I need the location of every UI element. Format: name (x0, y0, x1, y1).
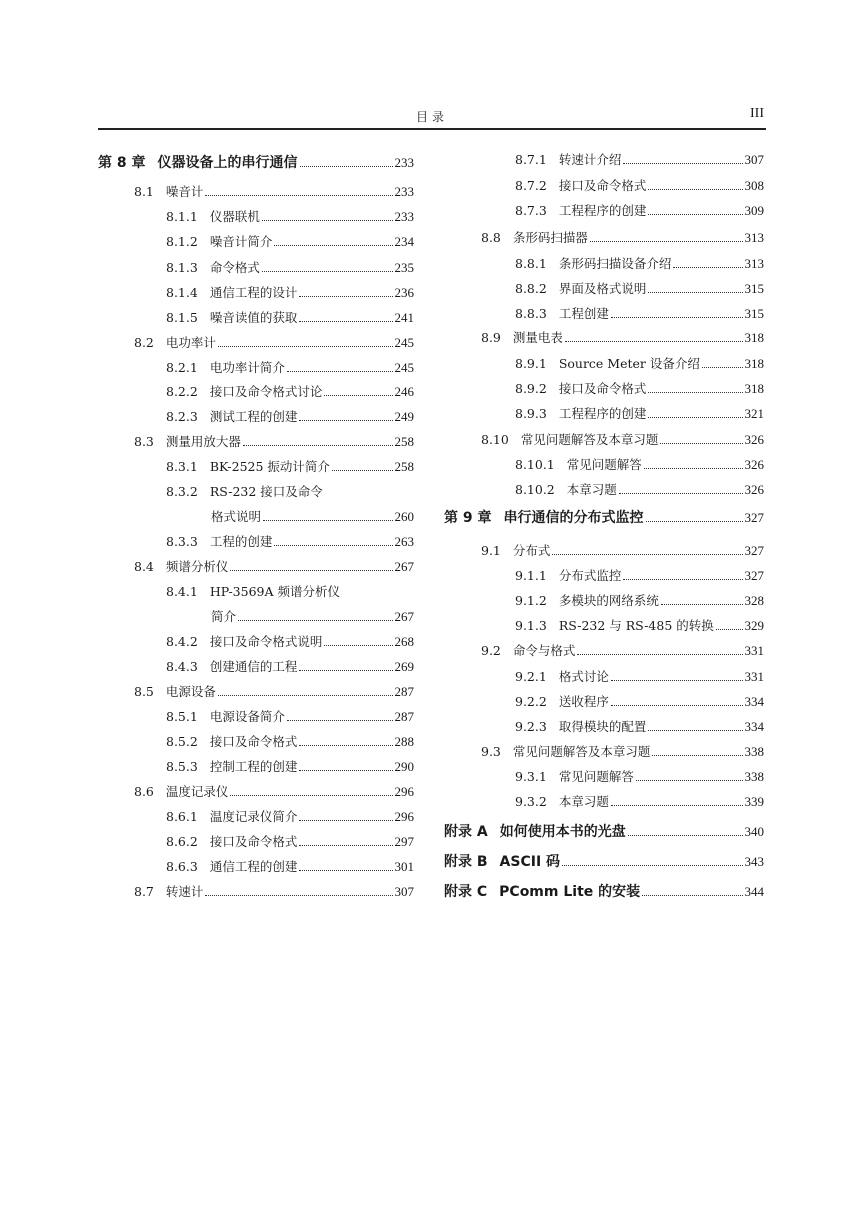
toc-entry-number: 8.9 (481, 330, 501, 345)
toc-entry (515, 457, 764, 475)
toc-entry (166, 459, 414, 477)
toc-entry-page: 287 (394, 709, 414, 724)
toc-leader-dots (590, 230, 743, 242)
toc-leader-dots (619, 482, 743, 494)
toc-entry-page: 315 (744, 281, 764, 296)
toc-entry (515, 769, 764, 787)
toc-entry (211, 609, 414, 627)
toc-leader-dots (205, 884, 392, 896)
toc-leader-dots (646, 510, 743, 522)
toc-entry-page: 296 (394, 809, 414, 824)
toc-entry-number: 8.8 (481, 230, 501, 245)
toc-entry (166, 360, 414, 378)
toc-leader-dots (562, 854, 742, 866)
toc-entry (515, 356, 764, 374)
toc-leader-dots (611, 306, 743, 318)
toc-entry-page: 313 (744, 256, 764, 271)
toc-entry-number: 第 8 章 (98, 155, 146, 171)
toc-entry-number: 8.6.2 (166, 834, 198, 849)
toc-entry (481, 432, 764, 450)
toc-leader-dots (648, 178, 742, 190)
toc-entry (515, 794, 764, 812)
toc-entry (481, 230, 764, 248)
toc-entry (515, 719, 764, 737)
toc-entry-title: 工程程序的创建 (558, 203, 647, 218)
toc-leader-dots (287, 709, 393, 721)
toc-leader-dots (238, 609, 392, 621)
toc-entry-page: 236 (394, 285, 414, 300)
toc-leader-dots (702, 356, 743, 368)
toc-entry-page: 301 (394, 859, 414, 874)
toc-entry-number: 8.1.3 (166, 260, 198, 275)
toc-entry-number: 8.3.2 (166, 484, 198, 499)
toc-entry (134, 884, 414, 902)
toc-entry-number: 8.1.5 (166, 310, 198, 325)
toc-leader-dots (648, 719, 742, 731)
toc-entry (166, 310, 414, 328)
toc-entry-page: 267 (394, 559, 414, 574)
toc-entry-page: 245 (394, 360, 414, 375)
toc-entry-title: 工程的创建 (209, 534, 273, 549)
toc-leader-dots (300, 155, 393, 167)
toc-entry-title: 转速计介绍 (558, 152, 622, 167)
toc-entry-title: 噪音计 (165, 184, 204, 199)
toc-entry-title: 电源设备简介 (209, 709, 285, 724)
toc-entry (166, 260, 414, 278)
toc-entry-title: 送收程序 (558, 694, 609, 709)
toc-entry-title: 创建通信的工程 (209, 659, 298, 674)
toc-entry-number: 8.3 (134, 434, 154, 449)
toc-entry-number: 8.10 (481, 432, 509, 447)
toc-entry-number: 8.3.1 (166, 459, 198, 474)
toc-entry-title: 界面及格式说明 (558, 281, 647, 296)
toc-entry (166, 709, 414, 727)
toc-entry-title: RS-232 与 RS-485 的转换 (558, 618, 714, 633)
toc-entry-title: 命令与格式 (512, 643, 576, 658)
toc-entry-page: 326 (744, 482, 764, 497)
toc-entry-number: 8.7.3 (515, 203, 547, 218)
toc-entry-number: 8.8.3 (515, 306, 547, 321)
toc-entry-title: 温度记录仪 (165, 784, 229, 799)
toc-leader-dots (577, 643, 742, 655)
toc-entry-title: Source Meter 设备介绍 (558, 356, 700, 371)
toc-entry-page: 245 (394, 335, 414, 350)
toc-entry-number: 8.7.1 (515, 152, 547, 167)
toc-entry-page: 296 (394, 784, 414, 799)
toc-entry-number: 8.2 (134, 335, 154, 350)
toc-entry-title: 格式讨论 (558, 669, 609, 684)
toc-leader-dots (230, 559, 392, 571)
toc-entry-page: 307 (394, 884, 414, 899)
toc-entry (515, 178, 764, 196)
toc-entry-title: 格式说明 (211, 509, 262, 524)
toc-entry-title: 本章习题 (566, 482, 617, 497)
toc-entry (444, 510, 764, 528)
toc-leader-dots (648, 406, 742, 418)
toc-entry-number: 8.6 (134, 784, 154, 799)
toc-entry-page: 313 (744, 230, 764, 245)
toc-entry-page: 344 (744, 884, 764, 899)
toc-leader-dots (299, 734, 392, 746)
toc-entry-number: 9.1.3 (515, 618, 547, 633)
toc-entry-title: 分布式监控 (558, 568, 622, 583)
toc-entry-title: RS-232 接口及命令 (209, 484, 323, 499)
toc-entry-title: 如何使用本书的光盘 (499, 824, 626, 840)
toc-entry-number: 8.5.1 (166, 709, 198, 724)
toc-entry-number: 附录 A (444, 824, 488, 840)
toc-entry-page: 318 (744, 330, 764, 345)
toc-entry (134, 784, 414, 802)
toc-entry-title: 电功率计 (165, 335, 216, 350)
toc-entry-page: 249 (394, 409, 414, 424)
toc-entry (515, 256, 764, 274)
toc-entry-page: 234 (394, 234, 414, 249)
toc-entry-title: 测量用放大器 (165, 434, 241, 449)
toc-entry-title: 常见问题解答及本章习题 (520, 432, 659, 447)
toc-entry-number: 8.8.1 (515, 256, 547, 271)
toc-entry-title: 测试工程的创建 (209, 409, 298, 424)
toc-entry-number: 9.3 (481, 744, 501, 759)
toc-entry-number: 8.1.1 (166, 209, 198, 224)
toc-entry (515, 694, 764, 712)
toc-entry-number: 8.7.2 (515, 178, 547, 193)
toc-entry (211, 509, 414, 527)
toc-entry (481, 543, 764, 561)
header-rule (98, 128, 766, 130)
toc-entry-page: 233 (394, 155, 414, 170)
toc-entry-title: 温度记录仪简介 (209, 809, 298, 824)
toc-entry-number: 8.2.1 (166, 360, 198, 375)
toc-entry-page: 334 (744, 719, 764, 734)
toc-entry (515, 203, 764, 221)
toc-leader-dots (205, 184, 392, 196)
toc-entry-page: 233 (394, 184, 414, 199)
toc-entry-number: 9.1.2 (515, 593, 547, 608)
toc-entry-number: 9.1 (481, 543, 501, 558)
toc-leader-dots (661, 593, 743, 605)
toc-entry-page: 258 (394, 434, 414, 449)
toc-entry (166, 859, 414, 877)
toc-entry-number: 8.1.2 (166, 234, 198, 249)
toc-entry-number: 8.10.2 (515, 482, 555, 497)
toc-entry (134, 184, 414, 202)
running-head-page-number: III (750, 106, 764, 121)
toc-entry (134, 335, 414, 353)
toc-entry (166, 759, 414, 777)
toc-entry-title: 仪器设备上的串行通信 (157, 155, 298, 171)
toc-entry (444, 854, 764, 872)
toc-entry (166, 409, 414, 427)
toc-entry-number: 8.5 (134, 684, 154, 699)
toc-leader-dots (648, 381, 742, 393)
toc-entry-number: 8.9.2 (515, 381, 547, 396)
toc-entry-page: 327 (744, 510, 764, 525)
toc-entry-number: 8.6.1 (166, 809, 198, 824)
toc-entry-title: 常见问题解答及本章习题 (512, 744, 651, 759)
toc-entry-number: 9.2 (481, 643, 501, 658)
toc-leader-dots (648, 203, 742, 215)
toc-entry-title: 通信工程的设计 (209, 285, 298, 300)
toc-entry-page: 334 (744, 694, 764, 709)
toc-entry (515, 406, 764, 424)
toc-entry-number: 9.2.3 (515, 719, 547, 734)
toc-leader-dots (299, 409, 392, 421)
toc-entry (166, 534, 414, 552)
toc-entry (515, 669, 764, 687)
toc-entry-page: 331 (744, 669, 764, 684)
toc-entry-page: 338 (744, 769, 764, 784)
toc-entry-title: 接口及命令格式讨论 (209, 384, 323, 399)
toc-entry-page: 327 (744, 543, 764, 558)
toc-entry-page: 338 (744, 744, 764, 759)
toc-entry-page: 308 (744, 178, 764, 193)
toc-leader-dots (299, 659, 392, 671)
toc-leader-dots (611, 694, 743, 706)
toc-entry-page: 260 (394, 509, 414, 524)
toc-entry (98, 155, 414, 173)
toc-entry-page: 269 (394, 659, 414, 674)
toc-entry (166, 484, 414, 502)
toc-entry-title: BK-2525 振动计简介 (209, 459, 330, 474)
toc-leader-dots (218, 684, 393, 696)
toc-leader-dots (299, 285, 392, 297)
toc-entry (166, 809, 414, 827)
toc-entry-page: 309 (744, 203, 764, 218)
toc-entry-page: 321 (744, 406, 764, 421)
toc-entry-title: PComm Lite 的安装 (499, 884, 641, 900)
toc-entry-page: 235 (394, 260, 414, 275)
toc-entry (166, 285, 414, 303)
toc-leader-dots (262, 260, 393, 272)
toc-entry-page: 326 (744, 457, 764, 472)
toc-entry-title: 条形码扫描器 (512, 230, 588, 245)
toc-entry-page: 343 (744, 854, 764, 869)
toc-entry-title: 电源设备 (165, 684, 216, 699)
toc-entry (444, 884, 764, 902)
toc-entry-number: 9.2.2 (515, 694, 547, 709)
toc-entry-number: 8.4.1 (166, 584, 198, 599)
toc-leader-dots (652, 744, 742, 756)
toc-entry-number: 9.1.1 (515, 568, 547, 583)
toc-leader-dots (324, 384, 392, 396)
toc-entry (481, 643, 764, 661)
toc-entry-number: 附录 B (444, 854, 488, 870)
toc-entry-page: 267 (394, 609, 414, 624)
toc-entry-page: 233 (394, 209, 414, 224)
toc-leader-dots (299, 759, 392, 771)
toc-leader-dots (628, 824, 743, 836)
toc-entry-number: 8.6.3 (166, 859, 198, 874)
toc-entry-title: 控制工程的创建 (209, 759, 298, 774)
toc-entry-title: 工程程序的创建 (558, 406, 647, 421)
toc-leader-dots (243, 434, 393, 446)
toc-entry-number: 9.2.1 (515, 669, 547, 684)
toc-entry-number: 第 9 章 (444, 510, 492, 526)
toc-leader-dots (552, 543, 742, 555)
toc-entry (515, 281, 764, 299)
toc-entry (166, 384, 414, 402)
toc-entry-number: 8.9.1 (515, 356, 547, 371)
toc-entry-number: 8.3.3 (166, 534, 198, 549)
toc-entry-title: 接口及命令格式 (558, 381, 647, 396)
toc-leader-dots (642, 884, 742, 896)
toc-leader-dots (263, 509, 392, 521)
toc-entry-title: 频谱分析仪 (165, 559, 229, 574)
running-head (98, 106, 766, 128)
toc-leader-dots (218, 335, 393, 347)
toc-leader-dots (636, 769, 743, 781)
toc-entry-title: HP-3569A 频谱分析仪 (209, 584, 340, 599)
toc-leader-dots (673, 256, 742, 268)
toc-entry-title: ASCII 码 (499, 854, 561, 870)
toc-entry (515, 152, 764, 170)
toc-leader-dots (611, 669, 743, 681)
toc-entry (166, 634, 414, 652)
toc-entry-page: 307 (744, 152, 764, 167)
toc-entry-page: 318 (744, 356, 764, 371)
toc-entry-number: 8.5.2 (166, 734, 198, 749)
toc-entry-title: 串行通信的分布式监控 (503, 510, 644, 526)
toc-leader-dots (299, 809, 392, 821)
toc-leader-dots (644, 457, 743, 469)
toc-entry-title: 取得模块的配置 (558, 719, 647, 734)
toc-entry-page: 326 (744, 432, 764, 447)
toc-leader-dots (274, 534, 392, 546)
toc-entry-number: 8.2.2 (166, 384, 198, 399)
toc-entry-title: 常见问题解答 (558, 769, 634, 784)
toc-entry (481, 330, 764, 348)
toc-entry-page: 268 (394, 634, 414, 649)
running-head-title: 目录 (415, 110, 448, 124)
toc-entry-title: 条形码扫描设备介绍 (558, 256, 672, 271)
toc-entry-number: 8.1 (134, 184, 154, 199)
toc-entry-page: 258 (394, 459, 414, 474)
toc-leader-dots (716, 618, 743, 630)
toc-entry-number: 8.8.2 (515, 281, 547, 296)
toc-entry-page: 318 (744, 381, 764, 396)
toc-leader-dots (611, 794, 743, 806)
toc-leader-dots (274, 234, 392, 246)
toc-entry-number: 8.1.4 (166, 285, 198, 300)
toc-entry (166, 734, 414, 752)
toc-entry-page: 327 (744, 568, 764, 583)
toc-entry (515, 482, 764, 500)
toc-entry-title: 接口及命令格式 (209, 834, 298, 849)
toc-entry-number: 8.5.3 (166, 759, 198, 774)
toc-entry-title: 常见问题解答 (566, 457, 642, 472)
toc-leader-dots (230, 784, 392, 796)
toc-entry-title: 接口及命令格式 (209, 734, 298, 749)
toc-entry-number: 8.2.3 (166, 409, 198, 424)
toc-entry-page: 246 (394, 384, 414, 399)
toc-leader-dots (623, 152, 742, 164)
toc-entry (166, 584, 414, 602)
toc-entry (515, 593, 764, 611)
toc-entry-page: 241 (394, 310, 414, 325)
toc-leader-dots (324, 634, 392, 646)
toc-entry-number: 8.7 (134, 884, 154, 899)
toc-entry-number: 附录 C (444, 884, 488, 900)
toc-entry-title: 仪器联机 (209, 209, 260, 224)
toc-entry-page: 339 (744, 794, 764, 809)
toc-leader-dots (332, 459, 393, 471)
toc-entry (515, 568, 764, 586)
toc-leader-dots (623, 568, 742, 580)
toc-entry-number: 8.10.1 (515, 457, 555, 472)
toc-entry-title: 接口及命令格式说明 (209, 634, 323, 649)
toc-entry-title: 噪音计简介 (209, 234, 273, 249)
toc-entry (166, 659, 414, 677)
toc-entry (515, 306, 764, 324)
toc-entry (481, 744, 764, 762)
toc-entry (166, 209, 414, 227)
toc-entry-title: 通信工程的创建 (209, 859, 298, 874)
toc-entry-page: 287 (394, 684, 414, 699)
toc-entry-title: 简介 (211, 609, 237, 624)
toc-entry-number: 8.4.3 (166, 659, 198, 674)
toc-leader-dots (287, 360, 393, 372)
toc-entry-title: 电功率计简介 (209, 360, 285, 375)
toc-entry-page: 288 (394, 734, 414, 749)
toc-entry (515, 618, 764, 636)
toc-entry (515, 381, 764, 399)
toc-leader-dots (648, 281, 742, 293)
toc-entry-page: 328 (744, 593, 764, 608)
toc-entry-title: 命令格式 (209, 260, 260, 275)
toc-leader-dots (299, 834, 392, 846)
toc-entry-title: 工程创建 (558, 306, 609, 321)
toc-entry-number: 8.9.3 (515, 406, 547, 421)
toc-entry-title: 转速计 (165, 884, 204, 899)
toc-entry-title: 分布式 (512, 543, 551, 558)
toc-entry (134, 684, 414, 702)
toc-leader-dots (299, 310, 392, 322)
toc-entry-title: 本章习题 (558, 794, 609, 809)
toc-entry-title: 多模块的网络系统 (558, 593, 659, 608)
toc-leader-dots (565, 330, 743, 342)
toc-entry-number: 9.3.1 (515, 769, 547, 784)
toc-entry-title: 噪音读值的获取 (209, 310, 298, 325)
toc-entry-number: 8.4.2 (166, 634, 198, 649)
toc-entry-page: 263 (394, 534, 414, 549)
toc-entry-title: 测量电表 (512, 330, 563, 345)
toc-entry-number: 9.3.2 (515, 794, 547, 809)
toc-entry-page: 340 (744, 824, 764, 839)
toc-entry-page: 290 (394, 759, 414, 774)
toc-leader-dots (262, 209, 393, 221)
toc-entry (134, 434, 414, 452)
toc-entry-page: 329 (744, 618, 764, 633)
toc-leader-dots (299, 859, 392, 871)
toc-entry (444, 824, 764, 842)
toc-entry-page: 315 (744, 306, 764, 321)
toc-entry-title: 接口及命令格式 (558, 178, 647, 193)
toc-entry (166, 834, 414, 852)
toc-entry (134, 559, 414, 577)
toc-entry (166, 234, 414, 252)
toc-entry-page: 331 (744, 643, 764, 658)
toc-entry-number: 8.4 (134, 559, 154, 574)
toc-leader-dots (660, 432, 742, 444)
toc-entry-page: 297 (394, 834, 414, 849)
